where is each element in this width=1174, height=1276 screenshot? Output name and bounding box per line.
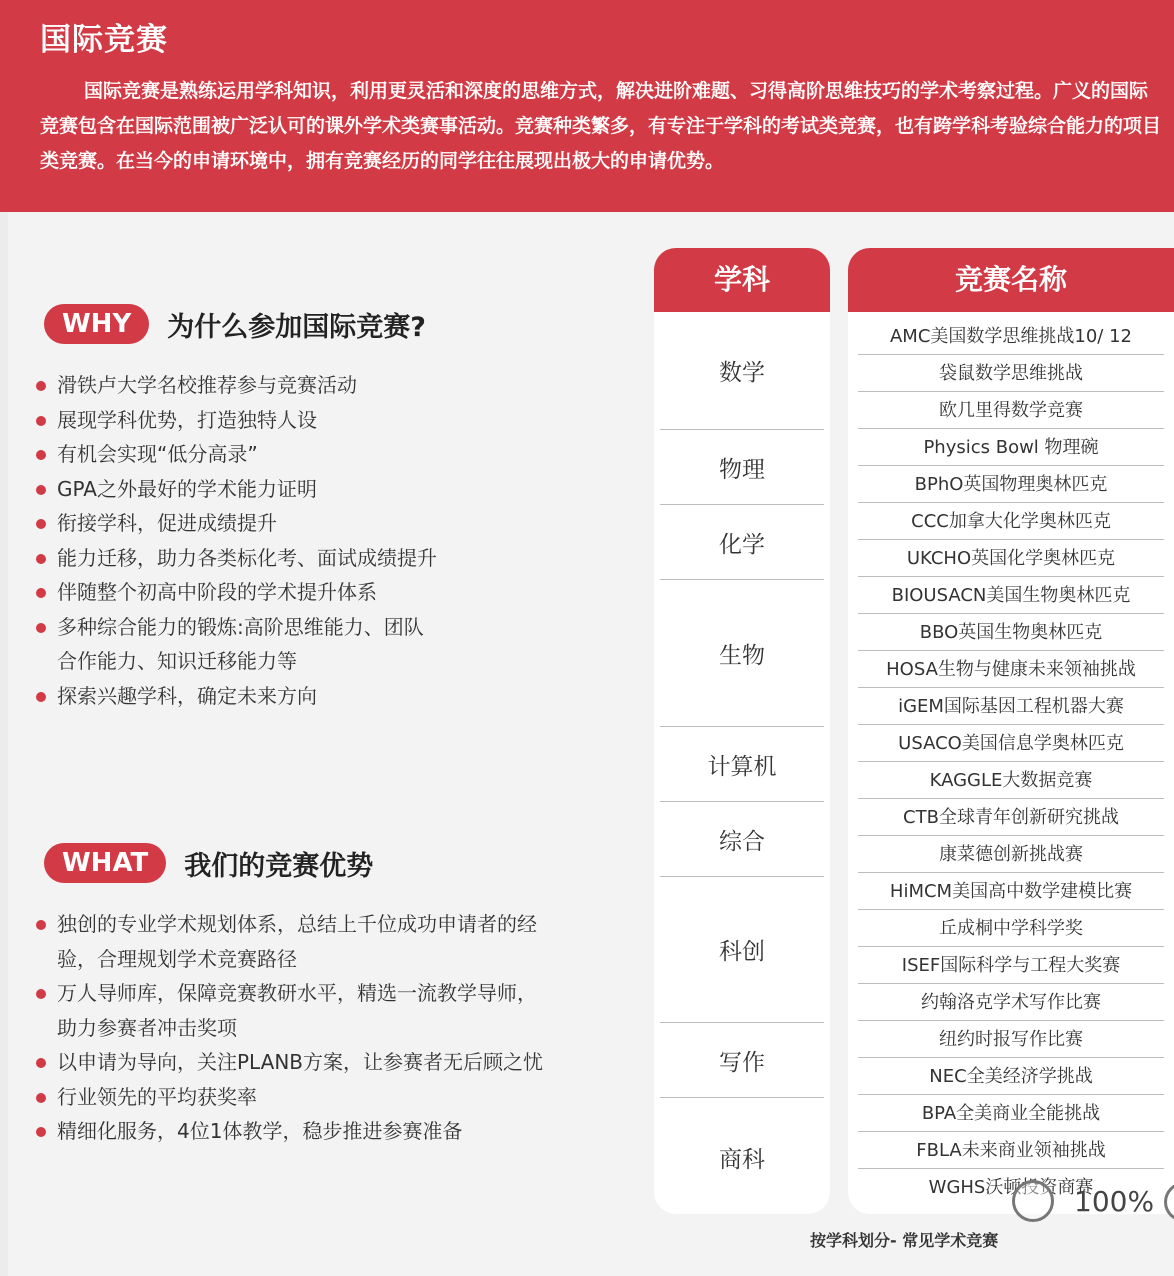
what-item: 独创的专业学术规划体系，总结上千位成功申请者的经验，合理规划学术竞赛路径 (36, 907, 556, 976)
table-caption: 按学科划分- 常见学术竞赛 (810, 1231, 999, 1250)
why-item: 展现学科优势，打造独特人设 (36, 403, 506, 438)
competition-item: Physics Bowl 物理碗 (858, 429, 1164, 466)
competition-item: FBLA未来商业领袖挑战 (858, 1132, 1164, 1169)
why-item: 滑铁卢大学名校推荐参与竞赛活动 (36, 368, 506, 403)
competition-item: WGHS沃顿投资商赛 (928, 1177, 1094, 1198)
competition-column (848, 248, 1174, 1214)
what-title: 我们的竞赛优势 (184, 850, 374, 882)
what-item: 以申请为导向，关注PLANB方案，让参赛者无后顾之忧 (36, 1045, 556, 1080)
zoom-level: 100% (1074, 1184, 1155, 1218)
competition-item: UKCHO英国化学奥林匹克 (858, 540, 1164, 577)
what-section-heading (44, 843, 373, 883)
competition-item: 康菜德创新挑战赛 (858, 836, 1164, 873)
competition-item: ISEF国际科学与工程大奖赛 (858, 947, 1164, 984)
why-item: 有机会实现“低分高录” (36, 437, 506, 472)
subject-cell: 写作 (660, 1023, 824, 1098)
competition-item: USACO美国信息学奥林匹克 (858, 725, 1164, 762)
competition-item: 袋鼠数学思维挑战 (858, 355, 1164, 392)
what-item: 万人导师库，保障竞赛教研水平，精选一流教学导师，助力参赛者冲击奖项 (36, 976, 556, 1045)
competition-item: NEC全美经济学挑战 (858, 1058, 1164, 1095)
why-section-heading (44, 304, 426, 344)
competition-item: 丘成桐中学科学奖 (858, 910, 1164, 947)
competition-item: HiMCM美国高中数学建模比赛 (858, 873, 1164, 910)
competition-item: CTB全球青年创新研究挑战 (858, 799, 1164, 836)
competition-item: 纽约时报写作比赛 (858, 1021, 1164, 1058)
competition-item: BPA全美商业全能挑战 (858, 1095, 1164, 1132)
subject-cell: 计算机 (660, 727, 824, 802)
competition-item: BBO英国生物奥林匹克 (858, 614, 1164, 651)
competition-item: BPhO英国物理奥林匹克 (858, 466, 1164, 503)
why-item: 多种综合能力的锻炼:高阶思维能力、团队合作能力、知识迁移能力等 (36, 610, 426, 679)
competition-item: iGEM国际基因工程机器大赛 (858, 688, 1164, 725)
zoom-control (1012, 1180, 1154, 1222)
why-list (36, 368, 506, 713)
why-item: 能力迁移，助力各类标化考、面试成绩提升 (36, 541, 506, 576)
header-banner (0, 0, 1174, 212)
intro-text: 国际竞赛是熟练运用学科知识，利用更灵活和深度的思维方式，解决进阶难题、习得高阶思维技巧的学术考察过程。广义的国际竞赛包含在国际范围被广泛认可的课外学术类赛事活动。竞赛种类繁多，有专注于学科的考试类竞赛，也有跨学科考验综合能力的项目类竞赛。在当今的申请环境中，拥有竞赛经历的同学往往展现出极大的申请优势。 (40, 80, 1162, 172)
competition-item: AMC美国数学思维挑战10/ 12 (858, 318, 1164, 355)
subject-column (654, 248, 830, 1214)
what-item: 行业领先的平均获奖率 (36, 1080, 556, 1115)
subject-cell: 生物 (660, 580, 824, 727)
what-item: 精细化服务，4位1体教学，稳步推进参赛准备 (36, 1114, 556, 1149)
what-badge: WHAT (44, 843, 166, 883)
page-title: 国际竞赛 (40, 22, 168, 58)
why-badge: WHY (44, 304, 149, 344)
subject-cell: 商科 (719, 1146, 765, 1173)
competition-item: KAGGLE大数据竞赛 (858, 762, 1164, 799)
why-item: GPA之外最好的学术能力证明 (36, 472, 506, 507)
competition-list (858, 318, 1164, 1206)
why-item: 衔接学科，促进成绩提升 (36, 506, 506, 541)
subject-cell: 化学 (660, 505, 824, 580)
intro-paragraph (40, 74, 1174, 179)
why-item: 伴随整个初高中阶段的学术提升体系 (36, 575, 506, 610)
why-item: 探索兴趣学科，确定未来方向 (36, 679, 506, 714)
why-title: 为什么参加国际竞赛? (167, 311, 426, 343)
what-list (36, 907, 556, 1149)
subject-cell: 数学 (660, 312, 824, 430)
competition-header: 竞赛名称 (848, 248, 1174, 312)
subject-cell: 科创 (660, 877, 824, 1023)
subject-cell: 物理 (660, 430, 824, 505)
competition-item: HOSA生物与健康未来领袖挑战 (858, 651, 1164, 688)
competition-item: BIOUSACN美国生物奥林匹克 (858, 577, 1164, 614)
competition-item: 欧几里得数学竞赛 (858, 392, 1164, 429)
subject-header: 学科 (654, 248, 830, 312)
zoom-out-button[interactable] (1012, 1180, 1054, 1222)
competition-item: 约翰洛克学术写作比赛 (858, 984, 1164, 1021)
competition-item: CCC加拿大化学奥林匹克 (858, 503, 1164, 540)
subject-cell: 综合 (660, 802, 824, 877)
